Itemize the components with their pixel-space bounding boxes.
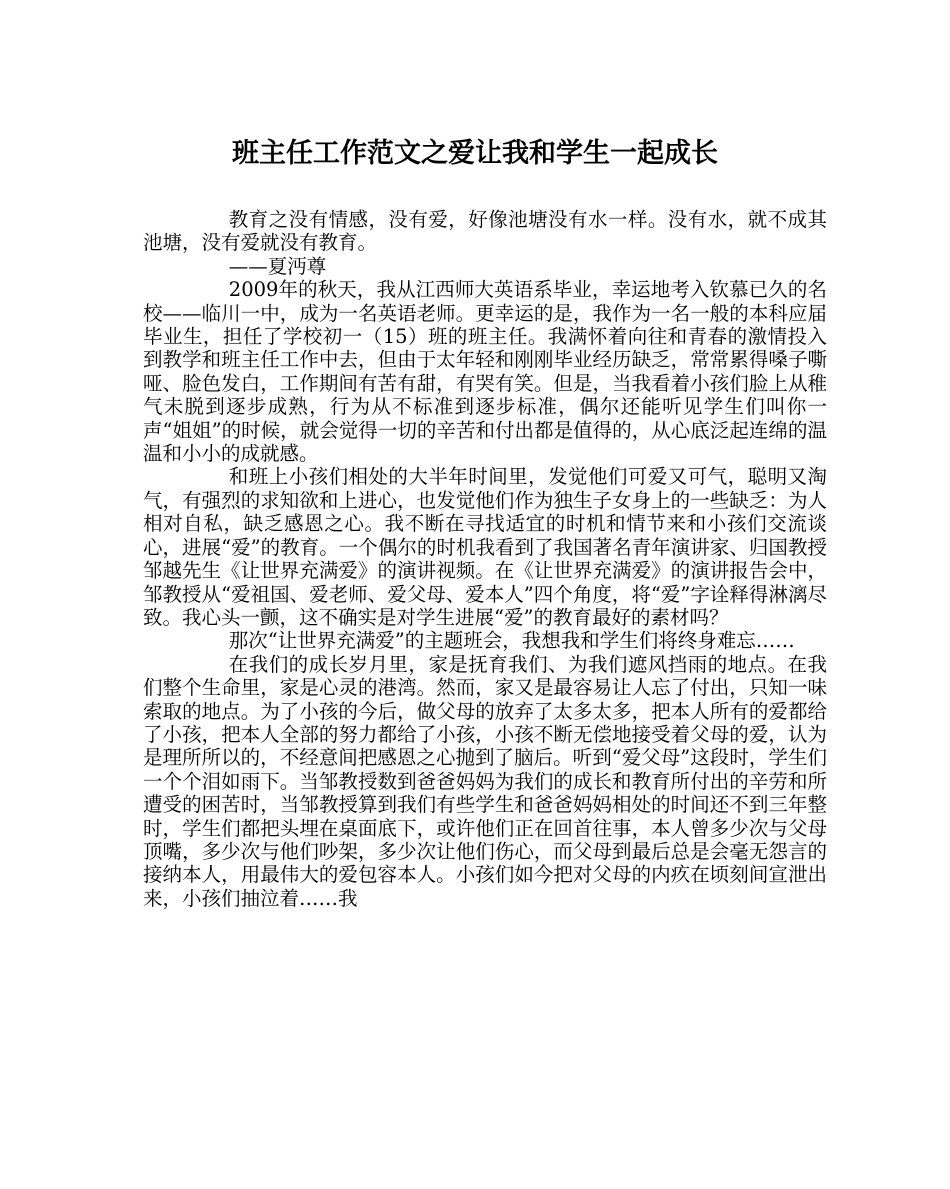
- body-paragraph-3: 那次“让世界充满爱”的主题班会，我想我和学生们将终身难忘……: [228, 629, 795, 653]
- epigraph-author: ——夏沔尊: [228, 254, 327, 278]
- document-title: 班主任工作范文之爱让我和学生一起成长: [232, 138, 718, 169]
- epigraph-quote: 教育之没有情感，没有爱，好像池塘没有水一样。没有水，就不成其池塘，没有爱就没有教育。: [143, 208, 827, 255]
- document-body: [143, 208, 827, 910]
- body-paragraph-2: 和班上小孩们相处的大半年时间里，发觉他们可爱又可气，聪明又淘气，有强烈的求知欲和上进心，也发觉他们作为独生子女身上的一些缺乏：为人相对自私，缺乏感恩之心。我不断在寻找适宜的时机和情节来和小孩们交流谈心，进展“爱”的教育。一个偶尔的时机我看到了我国著名青年演讲家、归国教授邹越先生《让世界充满爱》的演讲视频。在《让世界充满爱》的演讲报告会中，邹教授从“爱祖国、爱老师、爱父母、爱本人”四个角度，将“爱”字诠释得淋漓尽致。我心头一颤，这不确实是对学生进展“爱”的教育最好的素材吗？: [143, 465, 827, 629]
- body-paragraph-1: 2009年的秋天，我从江西师大英语系毕业，幸运地考入钦慕已久的名校——临川一中，成为一名英语老师。更幸运的是，我作为一名一般的本科应届毕业生，担任了学校初一（15）班的班主任。我满怀着向往和青春的激情投入到教学和班主任工作中去，但由于太年轻和刚刚毕业经历缺乏，常常累得嗓子嘶哑、脸色发白，工作期间有苦有甜，有哭有笑。但是，当我看着小孩们脸上从稚气未脱到逐步成熟，行为从不标准到逐步标准，偶尔还能听见学生们叫你一声“姐姐”的时候，就会觉得一切的辛苦和付出都是值得的，从心底泛起连绵的温温和小小的成就感。: [143, 278, 827, 466]
- body-paragraph-4: 在我们的成长岁月里，家是抚育我们、为我们遮风挡雨的地点。在我们整个生命里，家是心灵的港湾。然而，家又是最容易让人忘了付出，只知一味索取的地点。为了小孩的今后，做父母的放弃了太多太多，把本人所有的爱都给了小孩，把本人全部的努力都给了小孩，小孩不断无偿地接受着父母的爱，认为是理所所以的，不经意间把感恩之心抛到了脑后。听到“爱父母”这段时，学生们一个个泪如雨下。当邹教授数到爸爸妈妈为我们的成长和教育所付出的辛劳和所遭受的困苦时，当邹教授算到我们有些学生和爸爸妈妈相处的时间还不到三年整时，学生们都把头埋在桌面底下，或许他们正在回首往事，本人曾多少次与父母顶嘴，多少次与他们吵架，多少次让他们伤心，而父母到最后总是会毫无怨言的接纳本人，用最伟大的爱包容本人。小孩们如今把对父母的内疚在顷刻间宣泄出来，小孩们抽泣着……我: [143, 652, 827, 910]
